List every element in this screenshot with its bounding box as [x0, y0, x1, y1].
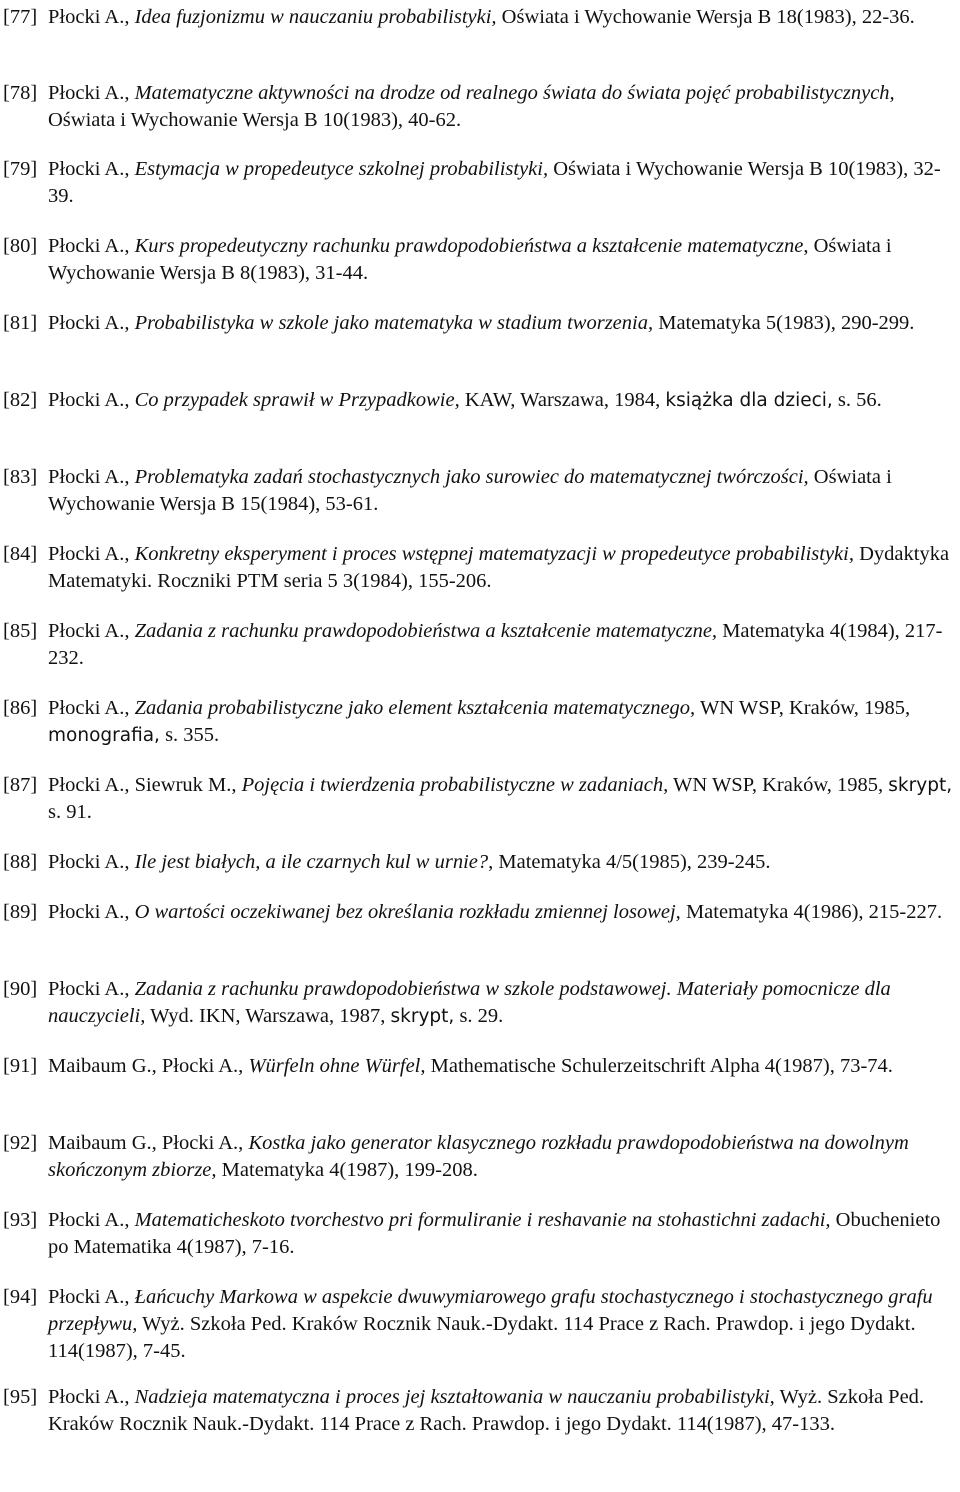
reference-number: [95]	[3, 1386, 38, 1408]
reference-details: KAW, Warszawa, 1984,	[464, 389, 661, 411]
reference-note: książka dla dzieci,	[665, 390, 833, 411]
reference-authors: Płocki A.,	[48, 235, 130, 257]
reference-entry	[0, 1207, 960, 1261]
reference-title: Kurs propedeutyczny rachunku prawdopodobieństwa a kształcenie matematyczne	[134, 235, 804, 257]
reference-entry	[0, 310, 960, 337]
reference-text	[48, 4, 956, 31]
reference-text	[48, 464, 956, 518]
reference-title: Zadania z rachunku prawdopodobieństwa a kształcenie matematyczne,	[134, 620, 718, 642]
reference-number: [88]	[3, 851, 38, 873]
reference-details: Mathematische Schulerzeitschrift Alpha 4(1987), 73-74.	[430, 1055, 893, 1077]
reference-text	[48, 387, 956, 414]
reference-entry	[0, 772, 960, 826]
reference-details: Matematyka 4(1986), 215-227.	[685, 901, 943, 923]
reference-details: WN WSP, Kraków, 1985,	[699, 697, 911, 719]
reference-title: Würfeln ohne Würfel,	[248, 1055, 426, 1077]
reference-title: Matematicheskoto tvorchestvo pri formuliranie i reshavanie na stohastichni zadachi,	[134, 1209, 831, 1231]
reference-authors: Płocki A.,	[48, 697, 130, 719]
reference-details: , Matematyka 4/5(1985), 239-245.	[488, 851, 771, 873]
reference-authors: Płocki A.,	[48, 1386, 130, 1408]
reference-text	[48, 772, 956, 826]
reference-entry	[0, 849, 960, 876]
reference-details: , Oświata i Wychowanie Wersja B 8(1983), 31-44.	[48, 235, 892, 284]
reference-title: Łańcuchy Markowa w aspekcie dwuwymiarowego grafu stochastycznego i stochastycznego grafu przepływu,	[48, 1286, 933, 1335]
reference-entry	[0, 1384, 960, 1438]
reference-title: Matematyczne aktywności na drodze od realnego świata do świata pojęć probabilistycznych,	[134, 82, 895, 104]
reference-text	[48, 976, 956, 1030]
reference-number: [78]	[3, 82, 38, 104]
reference-authors: Płocki A.,	[48, 1209, 130, 1231]
reference-text	[48, 695, 956, 749]
reference-pages: s. 91.	[48, 801, 92, 823]
reference-text	[48, 618, 956, 672]
reference-entry	[0, 541, 960, 595]
reference-details: Dydaktyka Matematyki. Roczniki PTM seria 5 3(1984), 155-206.	[48, 543, 950, 592]
reference-details: Matematyka 4(1987), 199-208.	[221, 1159, 478, 1181]
reference-number: [87]	[3, 774, 38, 796]
reference-number: [94]	[3, 1286, 38, 1308]
reference-title: Ile jest białych, a ile czarnych kul w urnie?	[134, 851, 489, 873]
reference-entry	[0, 233, 960, 287]
reference-details: Oświata i Wychowanie Wersja B 15(1984), 53-61.	[48, 466, 892, 515]
reference-entry	[0, 4, 960, 31]
reference-number: [79]	[3, 158, 38, 180]
reference-number: [77]	[3, 6, 38, 28]
reference-authors: Maibaum G., Płocki A.,	[48, 1055, 244, 1077]
reference-title: Nadzieja matematyczna i proces jej kształtowania w nauczaniu probabilistyki,	[134, 1386, 775, 1408]
reference-authors: Płocki A.,	[48, 6, 130, 28]
reference-text	[48, 310, 956, 337]
reference-pages: s. 29.	[459, 1005, 504, 1027]
reference-title: Zadania probabilistyczne jako element kształcenia matematycznego,	[134, 697, 696, 719]
reference-entry	[0, 1053, 960, 1080]
reference-entry	[0, 899, 960, 926]
reference-text	[48, 80, 956, 134]
reference-details: Oświata i Wychowanie Wersja B 10(1983), 40-62.	[48, 109, 462, 131]
reference-text	[48, 1130, 956, 1184]
reference-text	[48, 156, 956, 210]
reference-entry	[0, 695, 960, 749]
reference-title: Probabilistyka w szkole jako matematyka w stadium tworzenia,	[134, 312, 654, 334]
reference-title: Konkretny eksperyment i proces wstępnej matematyzacji w propedeutyce probabilistyki,	[134, 543, 854, 565]
reference-title: Problematyka zadań stochastycznych jako surowiec do matematycznej twórczości,	[134, 466, 809, 488]
reference-number: [85]	[3, 620, 38, 642]
reference-note: skrypt,	[888, 775, 953, 796]
reference-authors: Płocki A.,	[48, 901, 130, 923]
reference-details: Wyż. Szkoła Ped. Kraków Rocznik Nauk.-Dydakt. 114 Prace z Rach. Prawdop. i jego Dydakt. 114(1987), 7-45.	[48, 1313, 916, 1362]
reference-text	[48, 899, 956, 926]
reference-title: Pojęcia i twierdzenia probabilistyczne w zadaniach,	[241, 774, 669, 796]
reference-entry	[0, 618, 960, 672]
reference-number: [86]	[3, 697, 38, 719]
reference-number: [80]	[3, 235, 38, 257]
reference-details: Wyż. Szkoła Ped. Kraków Rocznik Nauk.-Dydakt. 114 Prace z Rach. Prawdop. i jego Dydakt. 114(1987), 47-133.	[48, 1386, 925, 1435]
reference-details: Wyd. IKN, Warszawa, 1987,	[150, 1005, 386, 1027]
reference-title: Kostka jako generator klasycznego rozkładu prawdopodobieństwa na dowolnym skończonym zbiorze,	[48, 1132, 909, 1181]
reference-details: Oświata i Wychowanie Wersja B 18(1983), 22-36.	[501, 6, 915, 28]
reference-title: Estymacja w propedeutyce szkolnej probabilistyki,	[134, 158, 549, 180]
reference-title: Idea fuzjonizmu w nauczaniu probabilistyki,	[134, 6, 497, 28]
reference-number: [91]	[3, 1055, 38, 1077]
reference-text	[48, 1284, 956, 1365]
reference-number: [83]	[3, 466, 38, 488]
reference-text	[48, 849, 956, 876]
reference-details: Obuchenieto po Matematika 4(1987), 7-16.	[48, 1209, 941, 1258]
reference-number: [82]	[3, 389, 38, 411]
reference-text	[48, 1384, 956, 1438]
reference-authors: Płocki A.,	[48, 158, 130, 180]
reference-authors: Płocki A.,	[48, 851, 130, 873]
reference-authors: Maibaum G., Płocki A.,	[48, 1132, 244, 1154]
reference-authors: Płocki A.,	[48, 978, 130, 1000]
reference-details: Matematyka 5(1983), 290-299.	[658, 312, 915, 334]
reference-details: WN WSP, Kraków, 1985,	[673, 774, 884, 796]
reference-number: [81]	[3, 312, 38, 334]
reference-title: Co przypadek sprawił w Przypadkowie,	[134, 389, 460, 411]
reference-authors: Płocki A., Siewruk M.,	[48, 774, 237, 796]
reference-authors: Płocki A.,	[48, 389, 130, 411]
reference-note: monografia,	[48, 725, 160, 746]
reference-number: [92]	[3, 1132, 38, 1154]
reference-authors: Płocki A.,	[48, 312, 130, 334]
reference-authors: Płocki A.,	[48, 82, 130, 104]
reference-number: [89]	[3, 901, 38, 923]
reference-entry	[0, 387, 960, 414]
reference-number: [84]	[3, 543, 38, 565]
reference-number: [93]	[3, 1209, 38, 1231]
reference-entry	[0, 976, 960, 1030]
reference-authors: Płocki A.,	[48, 466, 130, 488]
reference-title: Zadania z rachunku prawdopodobieństwa w szkole podstawowej. Materiały pomocnicze dla nauczycieli,	[48, 978, 891, 1027]
reference-pages: s. 56.	[837, 389, 882, 411]
reference-text	[48, 233, 956, 287]
reference-authors: Płocki A.,	[48, 620, 130, 642]
reference-entry	[0, 80, 960, 134]
reference-text	[48, 1053, 956, 1080]
reference-details: Oświata i Wychowanie Wersja B 10(1983), 32-39.	[48, 158, 941, 207]
reference-authors: Płocki A.,	[48, 1286, 130, 1308]
reference-entry	[0, 464, 960, 518]
reference-details: Matematyka 4(1984), 217-232.	[48, 620, 943, 669]
reference-entry	[0, 156, 960, 210]
reference-text	[48, 541, 956, 595]
reference-number: [90]	[3, 978, 38, 1000]
reference-text	[48, 1207, 956, 1261]
reference-entry	[0, 1130, 960, 1184]
reference-authors: Płocki A.,	[48, 543, 130, 565]
reference-title: O wartości oczekiwanej bez określania rozkładu zmiennej losowej,	[134, 901, 681, 923]
reference-entry	[0, 1284, 960, 1365]
reference-pages: s. 355.	[165, 724, 220, 746]
reference-note: skrypt,	[390, 1006, 455, 1027]
